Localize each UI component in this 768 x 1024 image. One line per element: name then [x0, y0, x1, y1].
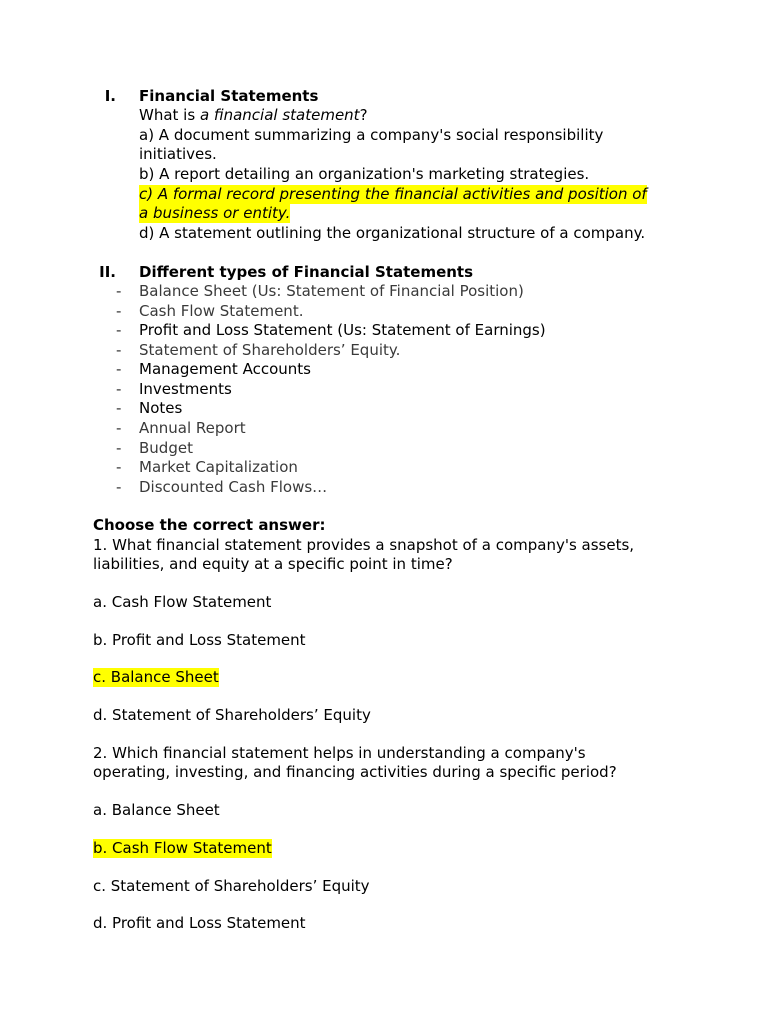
list-bullet: - — [116, 399, 122, 417]
list-item: Budget — [139, 439, 193, 457]
list-item: Statement of Shareholders’ Equity. — [139, 341, 401, 359]
list-bullet: - — [116, 478, 122, 496]
section2-title: Different types of Financial Statements — [139, 263, 474, 281]
section1-option-c-line2: a business or entity. — [139, 204, 291, 222]
question-2-option-d: d. Profit and Loss Statement — [93, 914, 306, 932]
question-1-line2: liabilities, and equity at a specific point in time? — [93, 555, 453, 573]
list-bullet: - — [116, 282, 122, 300]
list-item: Notes — [139, 399, 183, 417]
section1-option-a-line1: a) A document summarizing a company's social responsibility — [139, 126, 604, 144]
list-item: Investments — [139, 380, 232, 398]
question-1-option-a: a. Cash Flow Statement — [93, 593, 272, 611]
list-bullet: - — [116, 419, 122, 437]
question-2-line2: operating, investing, and financing activities during a specific period? — [93, 763, 617, 781]
list-bullet: - — [116, 321, 122, 339]
question-prefix: What is — [139, 106, 200, 124]
question-1-option-d: d. Statement of Shareholders’ Equity — [93, 706, 371, 724]
question-2-option-c: c. Statement of Shareholders’ Equity — [93, 877, 370, 895]
section1-question — [139, 106, 368, 125]
list-bullet: - — [116, 302, 122, 320]
section2-numeral: II. — [99, 263, 116, 281]
question-1-option-b: b. Profit and Loss Statement — [93, 631, 306, 649]
list-item: Management Accounts — [139, 360, 311, 378]
question-2-option-a: a. Balance Sheet — [93, 801, 220, 819]
section1-numeral: I. — [104, 87, 116, 105]
list-item: Profit and Loss Statement (Us: Statement of Earnings) — [139, 321, 546, 339]
quiz-heading: Choose the correct answer: — [93, 516, 326, 534]
list-item: Annual Report — [139, 419, 246, 437]
question-2-option-b: b. Cash Flow Statement — [93, 839, 272, 857]
list-item: Market Capitalization — [139, 458, 298, 476]
section1-option-d: d) A statement outlining the organizational structure of a company. — [139, 224, 646, 242]
list-bullet: - — [116, 341, 122, 359]
list-item: Cash Flow Statement. — [139, 302, 304, 320]
list-bullet: - — [116, 360, 122, 378]
list-item: Discounted Cash Flows… — [139, 478, 328, 496]
list-item: Balance Sheet (Us: Statement of Financial Position) — [139, 282, 524, 300]
question-1-line1: 1. What financial statement provides a snapshot of a company's assets, — [93, 536, 635, 554]
question-italic: a financial statement — [199, 106, 360, 124]
section1-option-b: b) A report detailing an organization's marketing strategies. — [139, 165, 590, 183]
section1-option-c-line1: c) A formal record presenting the financial activities and position of — [139, 185, 647, 203]
question-1-option-c: c. Balance Sheet — [93, 668, 219, 686]
list-bullet: - — [116, 439, 122, 457]
list-bullet: - — [116, 380, 122, 398]
list-bullet: - — [116, 458, 122, 476]
section1-option-a-line2: initiatives. — [139, 145, 217, 163]
question-suffix: ? — [359, 106, 368, 124]
question-2-line1: 2. Which financial statement helps in understanding a company's — [93, 744, 586, 762]
section1-title: Financial Statements — [139, 87, 319, 105]
